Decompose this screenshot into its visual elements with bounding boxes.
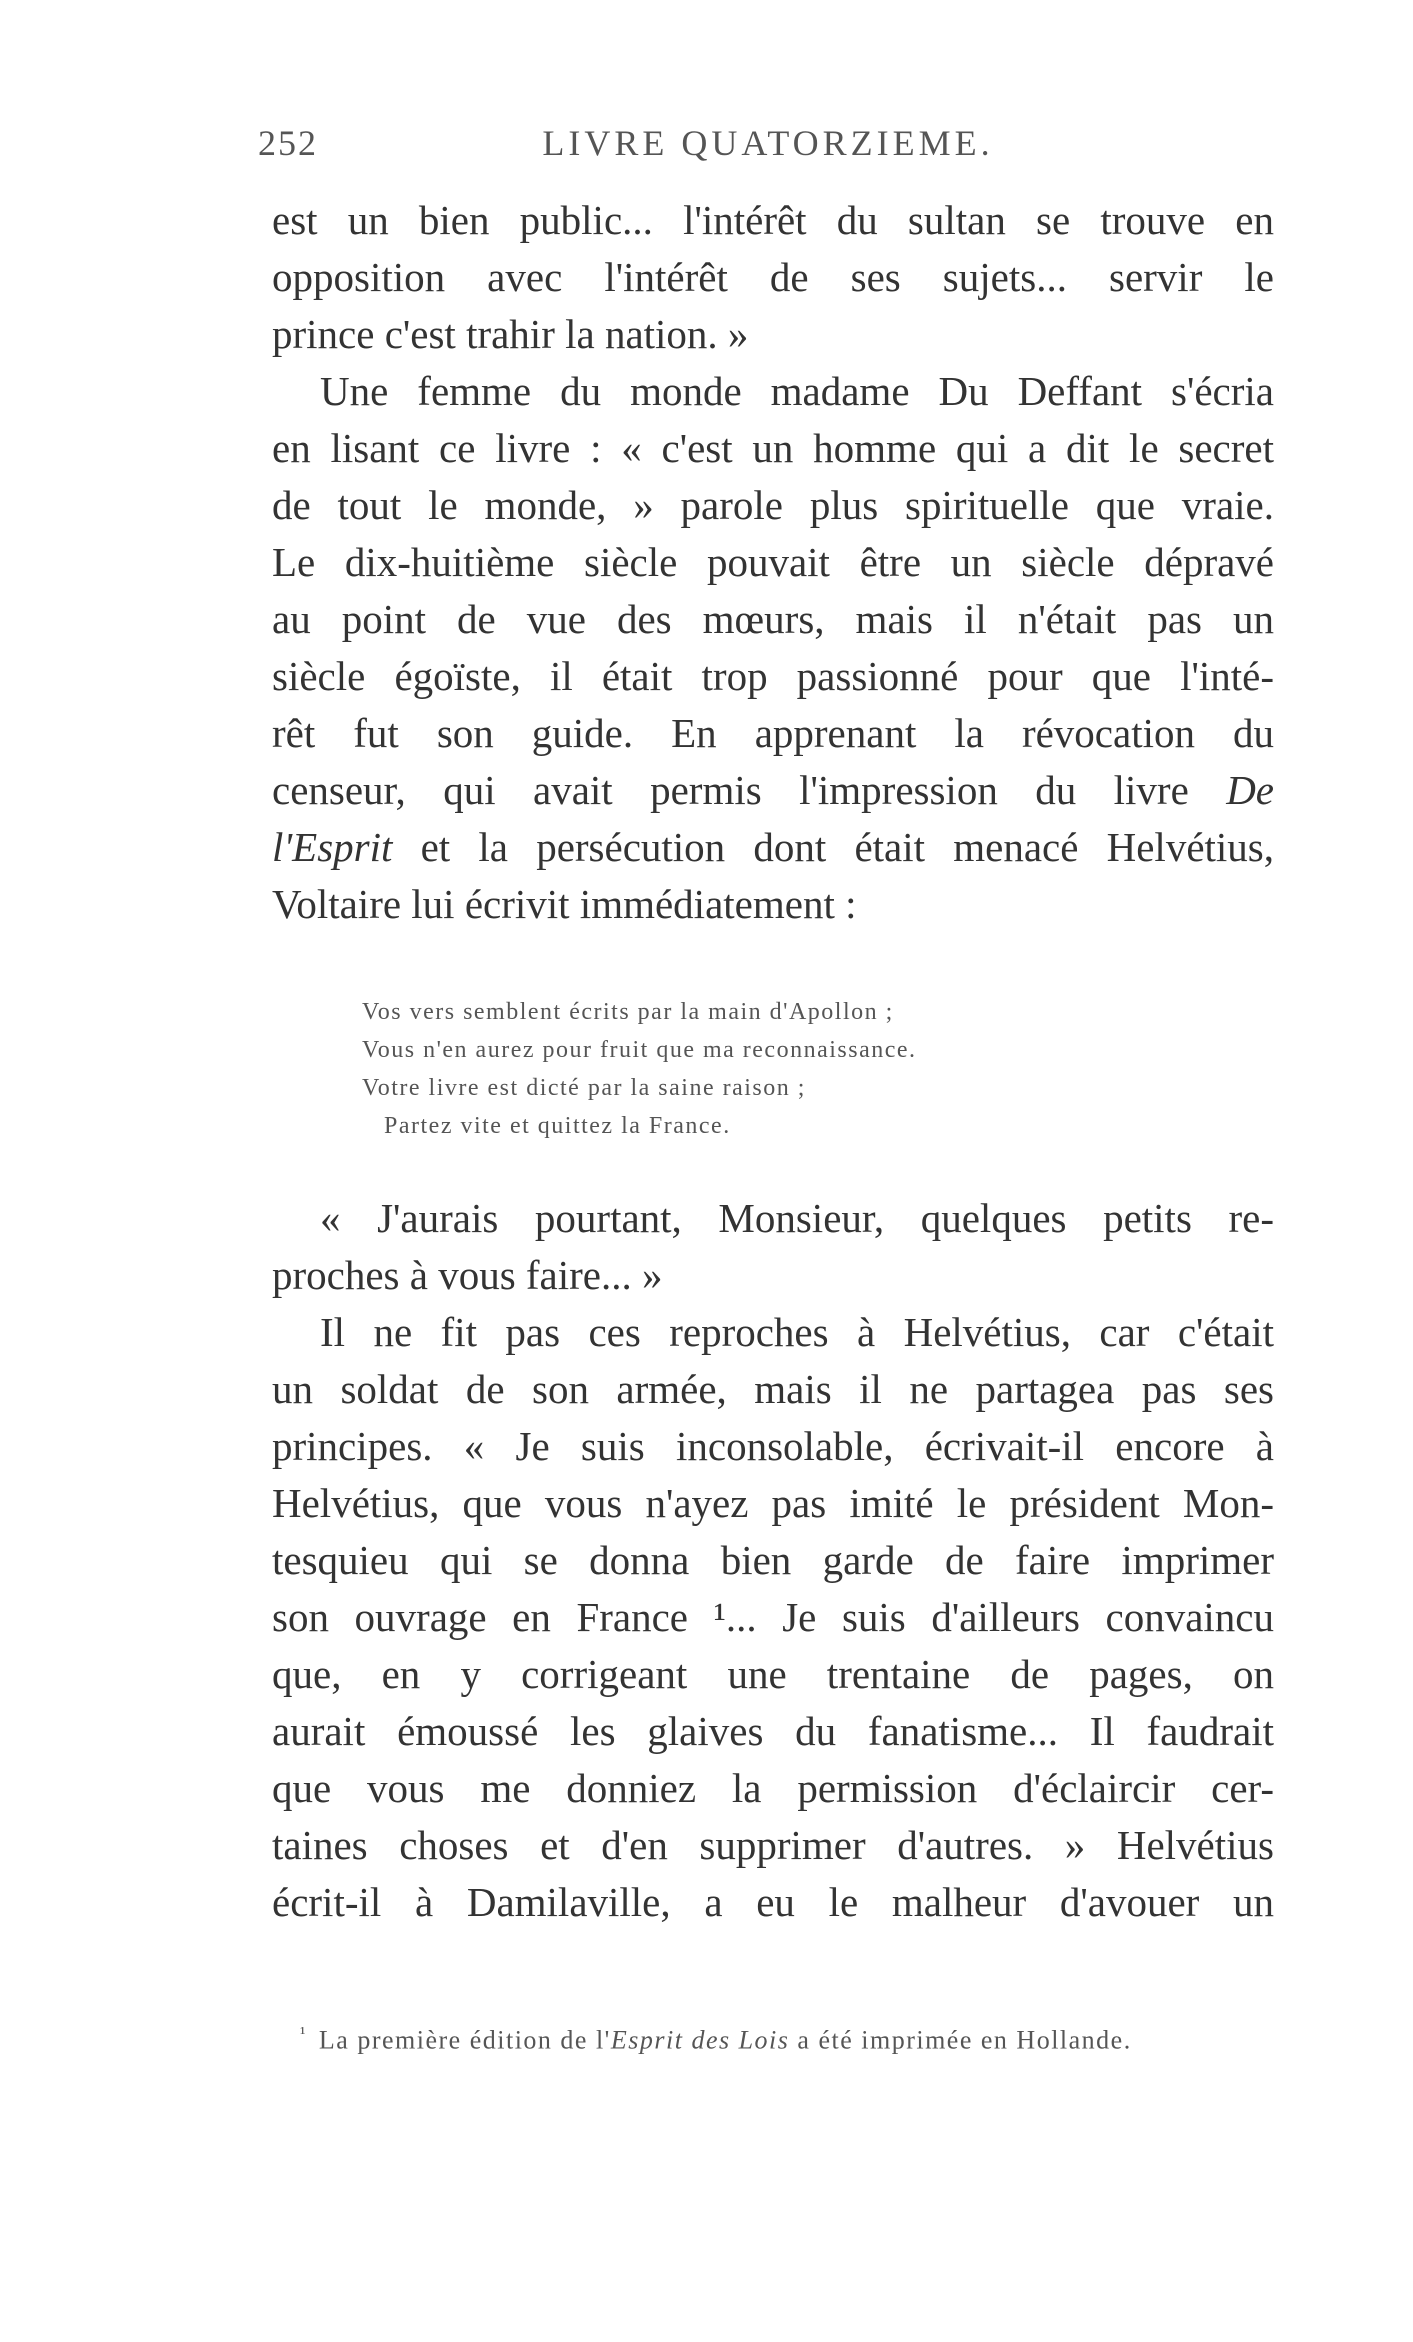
text-segment: censeur, qui avait permis l'impression du livre [272,767,1189,813]
text-line: rêt fut son guide. En apprenant la révocation du [272,710,1274,756]
main-text-upper [272,192,1274,933]
text-line: de tout le monde, » parole plus spirituelle que vraie. [272,482,1274,528]
text-line: est un bien public... l'intérêt du sultan se trouve en [272,197,1274,243]
page-header [258,122,1278,172]
text-line: que, en y corrigeant une trentaine de pages, on [272,1651,1274,1697]
verse-line: Vous n'en aurez pour fruit que ma reconnaissance. [362,1037,917,1063]
text-line: écrit-il à Damilaville, a eu le malheur d'avouer un [272,1879,1274,1925]
page-number: 252 [258,123,318,163]
text-line: tesquieu qui se donna bien garde de faire imprimer [272,1537,1274,1583]
text-line: siècle égoïste, il était trop passionné pour que l'inté- [272,653,1274,699]
text-line: Helvétius, que vous n'ayez pas imité le président Mon- [272,1480,1274,1526]
footnote-text: La première édition de l' [318,2025,611,2055]
text-line-with-italic [272,819,1274,876]
italic-title-de: De [1226,767,1275,813]
verse-line: Partez vite et quittez la France. [384,1113,731,1139]
main-text-lower [272,1190,1274,1931]
text-line: proches à vous faire... » [272,1252,663,1298]
verse-line: Votre livre est dicté par la saine raison ; [362,1075,806,1101]
text-line: Le dix-huitième siècle pouvait être un siècle dépravé [272,539,1274,585]
text-line-with-italic [272,762,1274,819]
text-line: que vous me donniez la permission d'éclaircir cer- [272,1765,1274,1811]
text-line: taines choses et d'en supprimer d'autres. » Helvétius [272,1822,1274,1868]
text-line: opposition avec l'intérêt de ses sujets... servir le [272,254,1274,300]
footnote-marker: ¹ [300,2023,307,2043]
footnote [300,2015,1280,2059]
italic-title-esprit: l'Esprit [272,824,393,870]
text-line: un soldat de son armée, mais il ne partagea pas ses [272,1366,1274,1412]
text-line: Il ne fit pas ces reproches à Helvétius, car c'était [320,1309,1274,1355]
text-line: son ouvrage en France ¹... Je suis d'ailleurs convaincu [272,1594,1274,1640]
text-line: prince c'est trahir la nation. » [272,311,749,357]
footnote-text-end: a été imprimée en Hollande. [789,2025,1132,2055]
verse-quotation [362,993,1122,1145]
text-line: au point de vue des mœurs, mais il n'était pas un [272,596,1274,642]
verse-line: Vos vers semblent écrits par la main d'Apollon ; [362,999,894,1025]
text-segment: et la persécution dont était menacé Helvétius, [420,824,1275,870]
footnote-italic-title: Esprit des Lois [610,2025,790,2055]
text-line: en lisant ce livre : « c'est un homme qui a dit le secret [272,425,1274,471]
running-head: LIVRE QUATORZIEME. [542,123,994,163]
text-line: « J'aurais pourtant, Monsieur, quelques petits re- [320,1195,1274,1241]
text-line: Une femme du monde madame Du Deffant s'écria [320,368,1274,414]
text-line: Voltaire lui écrivit immédiatement : [272,881,857,927]
text-line: principes. « Je suis inconsolable, écrivait-il encore à [272,1423,1274,1469]
text-line: aurait émoussé les glaives du fanatisme... Il faudrait [272,1708,1274,1754]
